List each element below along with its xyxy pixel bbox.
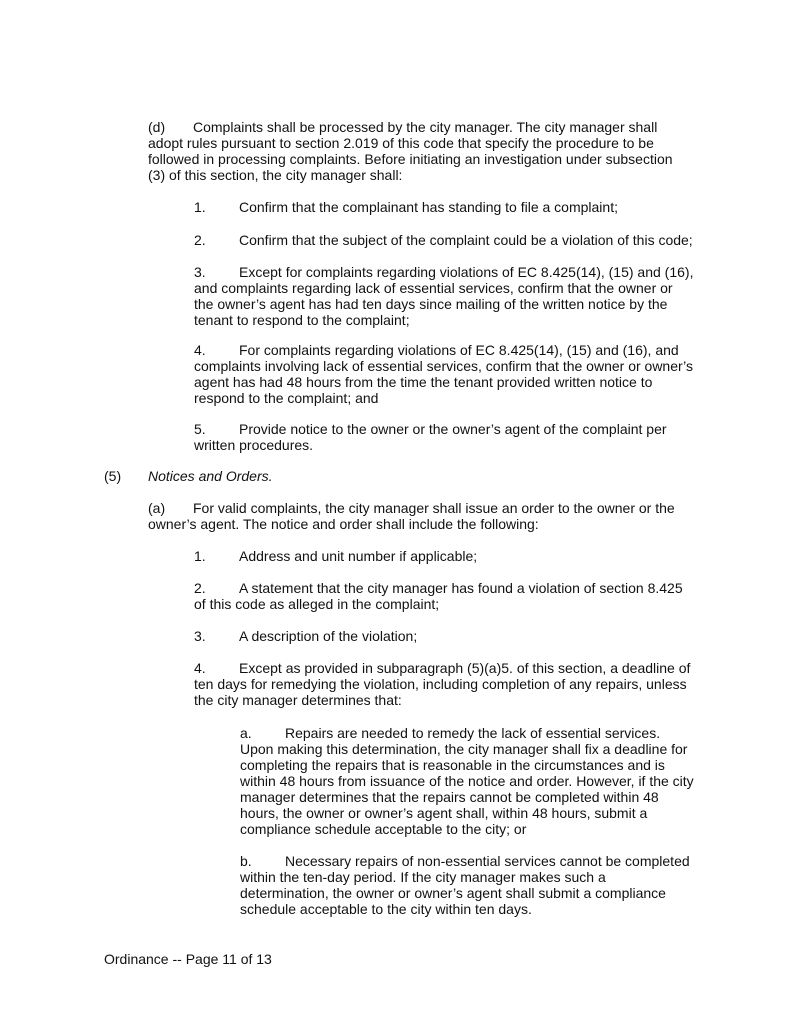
d-item-4 — [194, 342, 694, 406]
d-item-text: Provide notice to the owner or the owner’s agent of the complaint per written procedures. — [194, 421, 667, 453]
d-item-5 — [194, 421, 694, 453]
a-item-4 — [194, 660, 694, 708]
a-item-text: A statement that the city manager has found a violation of section 8.425 of this code as alleged in the complaint; — [194, 580, 683, 612]
a-item-text: Except as provided in subparagraph (5)(a)5. of this section, a deadline of ten days for remedying the violation, including completion of any repairs, unless the city manager determines that: — [194, 660, 691, 708]
d-item-3 — [194, 264, 694, 328]
a-item-1 — [194, 548, 694, 564]
sub-item-a — [240, 725, 695, 837]
sub-item-label: a. — [240, 725, 252, 741]
a-item-label: 3. — [194, 628, 206, 644]
d-item-label: 3. — [194, 264, 206, 280]
a-item-label: 2. — [194, 580, 206, 596]
section-5-label: (5) — [104, 468, 122, 484]
d-item-label: 1. — [194, 199, 206, 215]
sub-item-label: b. — [240, 853, 252, 869]
sub-item-b — [240, 853, 695, 917]
d-item-text: For complaints regarding violations of EC 8.425(14), (15) and (16), and complaints involving lack of essential services, confirm that the owner or owner’s agent has had 48 hours from the time the tenant provided written notice to respond to the complaint; and — [194, 342, 694, 406]
d-item-1 — [194, 199, 694, 215]
paragraph-d-text: Complaints shall be processed by the city manager. The city manager shall adopt rules pursuant to section 2.019 of this code that specify the procedure to be followed in processing complaints. Before initiating an investigation under subsection (3) of this section, the city manager shall: — [148, 119, 673, 183]
paragraph-a — [148, 500, 688, 532]
d-item-label: 5. — [194, 421, 206, 437]
a-item-2 — [194, 580, 694, 612]
paragraph-d — [148, 119, 688, 183]
paragraph-a-label: (a) — [148, 500, 166, 516]
page-footer: Ordinance -- Page 11 of 13 — [104, 951, 272, 967]
d-item-text: Confirm that the complainant has standing to file a complaint; — [239, 199, 618, 215]
a-item-label: 4. — [194, 660, 206, 676]
a-item-label: 1. — [194, 548, 206, 564]
a-item-text: A description of the violation; — [239, 628, 418, 644]
d-item-label: 2. — [194, 232, 206, 248]
sub-item-text: Necessary repairs of non-essential services cannot be completed within the ten-day period. If the city manager makes such a determination, the owner or owner’s agent shall submit a compliance schedule acceptable to the city within ten days. — [240, 853, 690, 917]
d-item-text: Except for complaints regarding violations of EC 8.425(14), (15) and (16), and complaints regarding lack of essential services, confirm that the owner or the owner’s agent has had ten days since mailing of the written notice by the tenant to respond to the complaint; — [194, 264, 694, 328]
sub-item-text: Repairs are needed to remedy the lack of essential services. Upon making this determination, the city manager shall fix a deadline for completing the repairs that is reasonable in the circumstances and is within 48 hours from issuance of the notice and order. However, if the city manager determines that the repairs cannot be completed within 48 hours, the owner or owner’s agent shall, within 48 hours, submit a compliance schedule acceptable to the city; or — [240, 725, 694, 837]
paragraph-d-label: (d) — [148, 119, 166, 135]
d-item-2 — [194, 232, 694, 248]
section-5-heading: Notices and Orders. — [148, 468, 273, 484]
a-item-3 — [194, 628, 694, 644]
paragraph-a-text: For valid complaints, the city manager shall issue an order to the owner or the owner’s agent. The notice and order shall include the following: — [148, 500, 675, 532]
a-item-text: Address and unit number if applicable; — [239, 548, 478, 564]
d-item-text: Confirm that the subject of the complaint could be a violation of this code; — [239, 232, 693, 248]
d-item-label: 4. — [194, 342, 206, 358]
